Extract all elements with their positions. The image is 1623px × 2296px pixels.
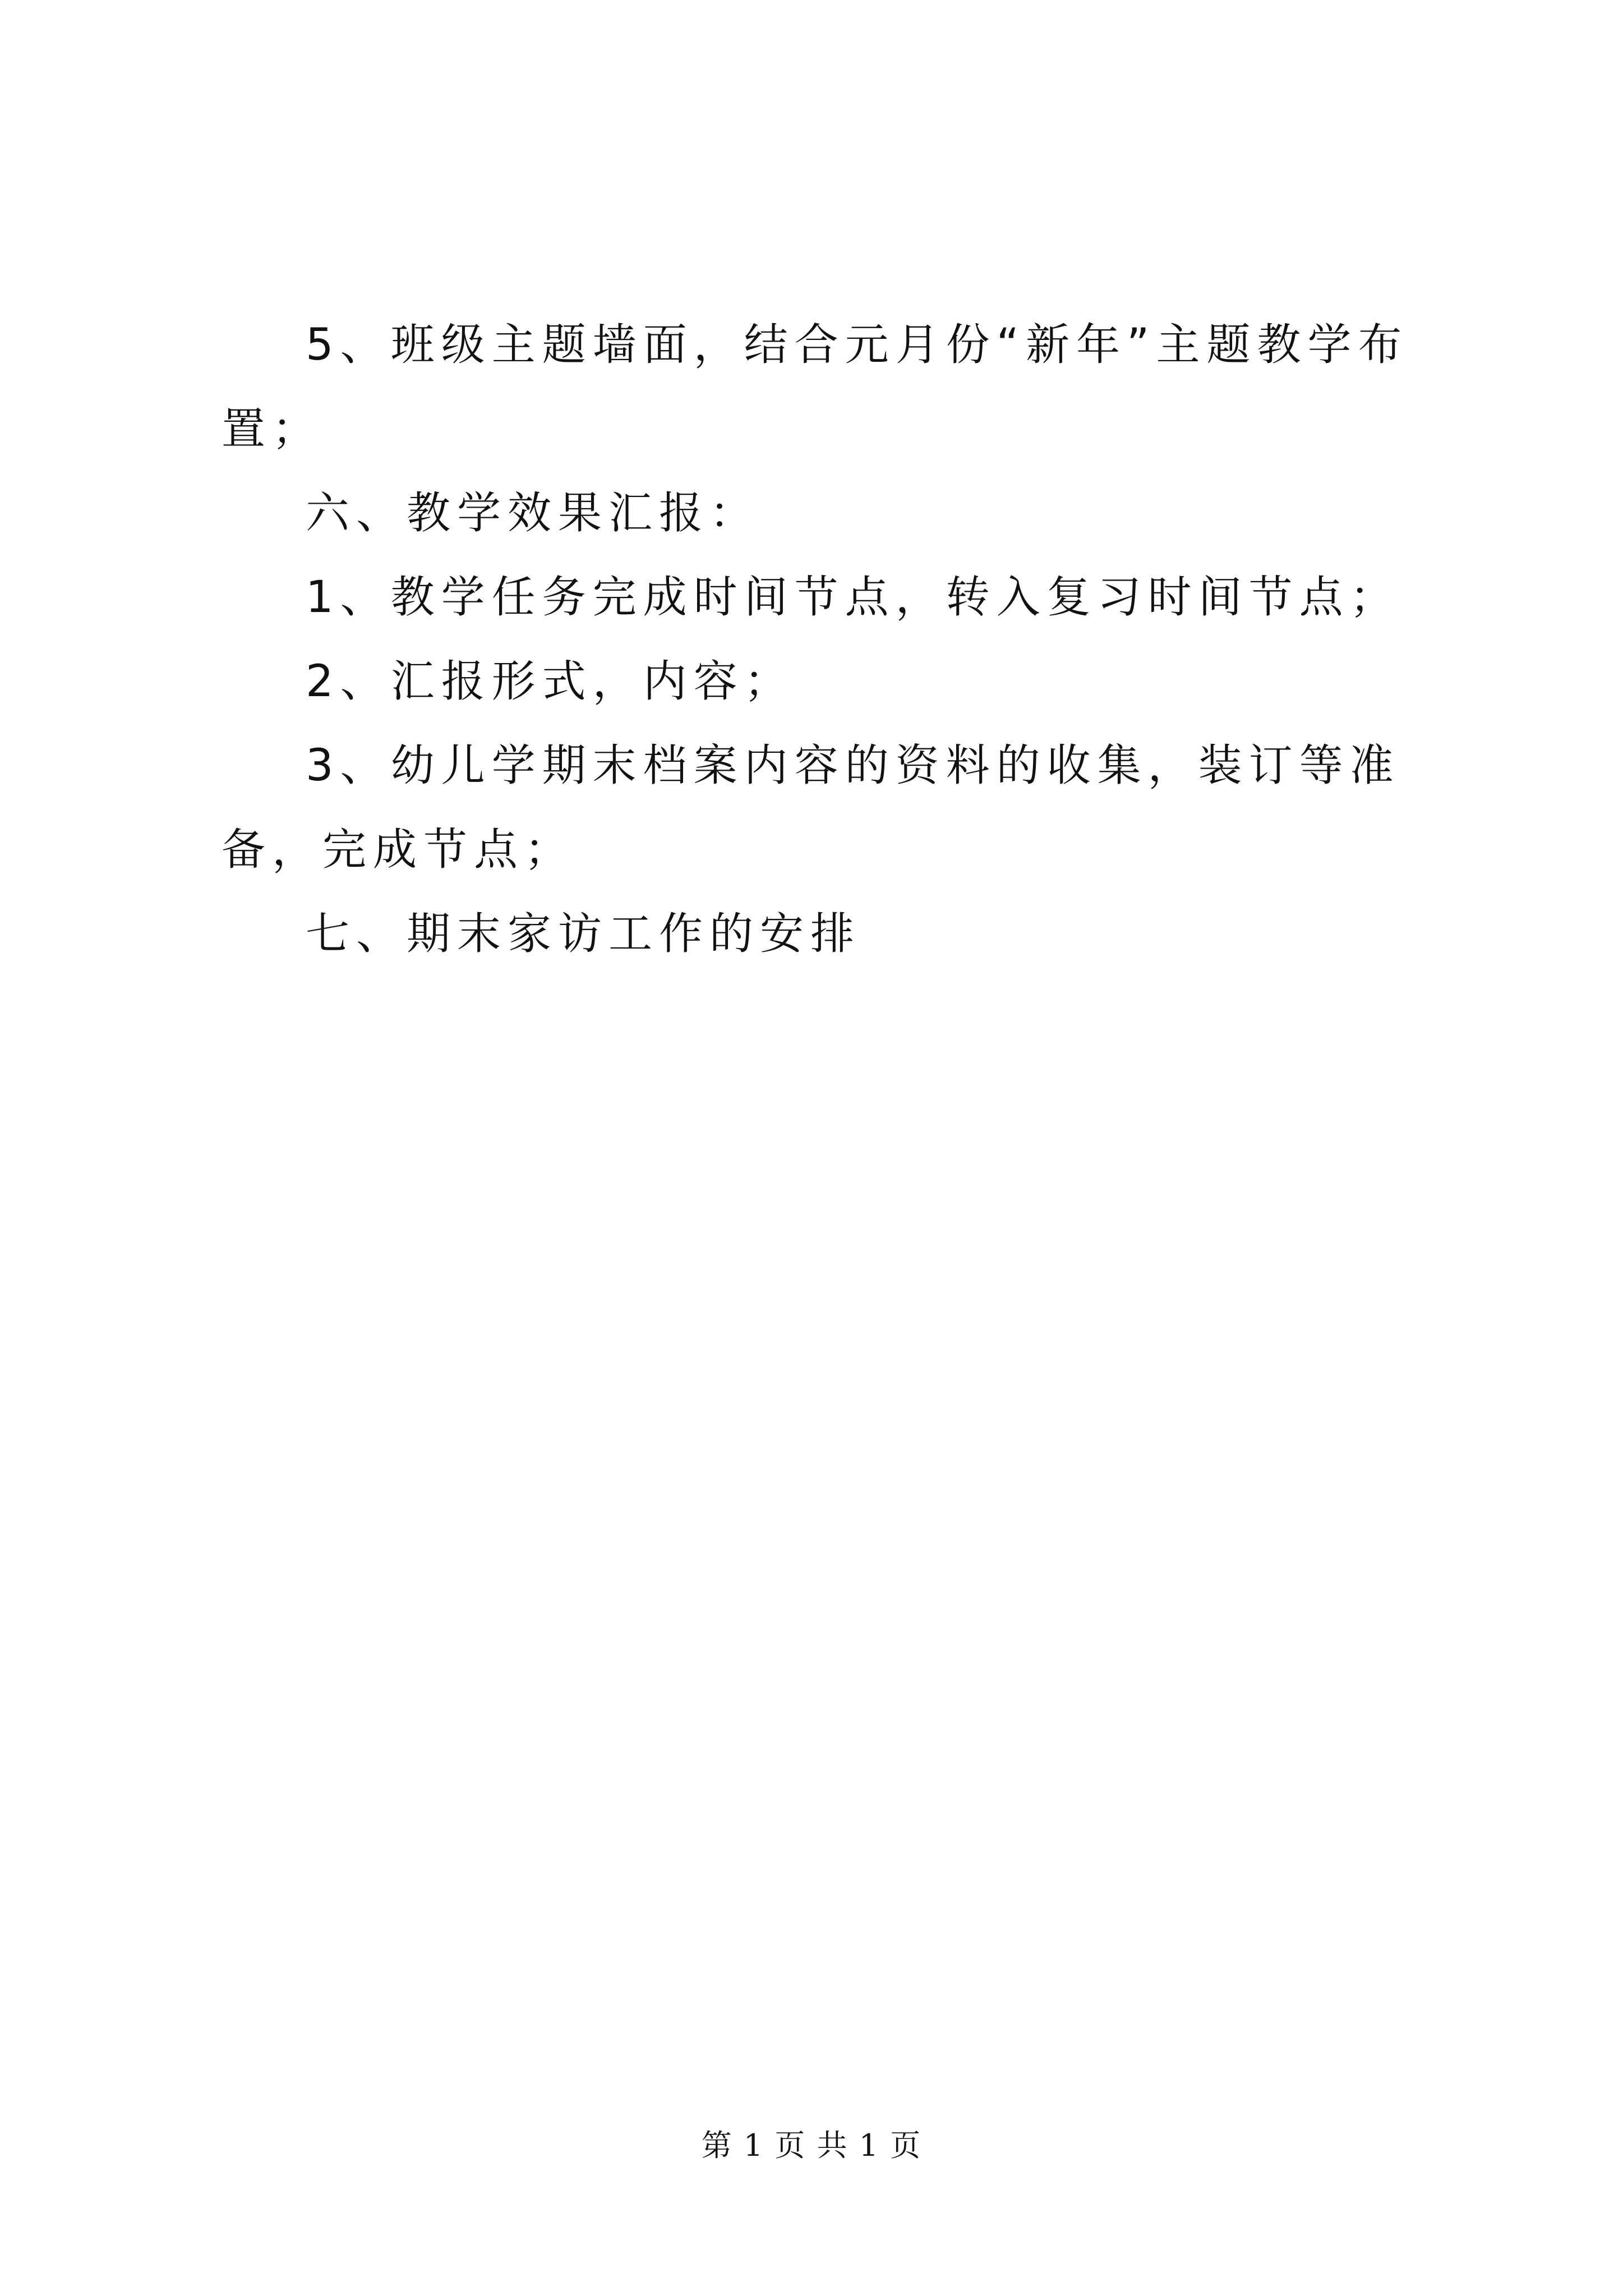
paragraph-item-2-report-format: 2、汇报形式，内容； [306, 656, 795, 707]
paragraph-item-1-task-timeline: 1、教学任务完成时间节点，转入复习时间节点； [306, 572, 1400, 623]
section-heading-home-visit: 七、期末家访工作的安排 [306, 909, 861, 959]
document-body [222, 303, 1433, 976]
page-footer: 第 1 页 共 1 页 [701, 2128, 922, 2163]
section-heading-teaching-report: 六、教学效果汇报： [306, 488, 760, 539]
paragraph-item-3-archive-collection: 3、幼儿学期末档案内容的资料的收集，装订等准备，完成节点； [222, 740, 1400, 875]
paragraph-item-5-theme-wall: 5、班级主题墙面，结合元月份“新年”主题教学布置； [222, 320, 1409, 454]
